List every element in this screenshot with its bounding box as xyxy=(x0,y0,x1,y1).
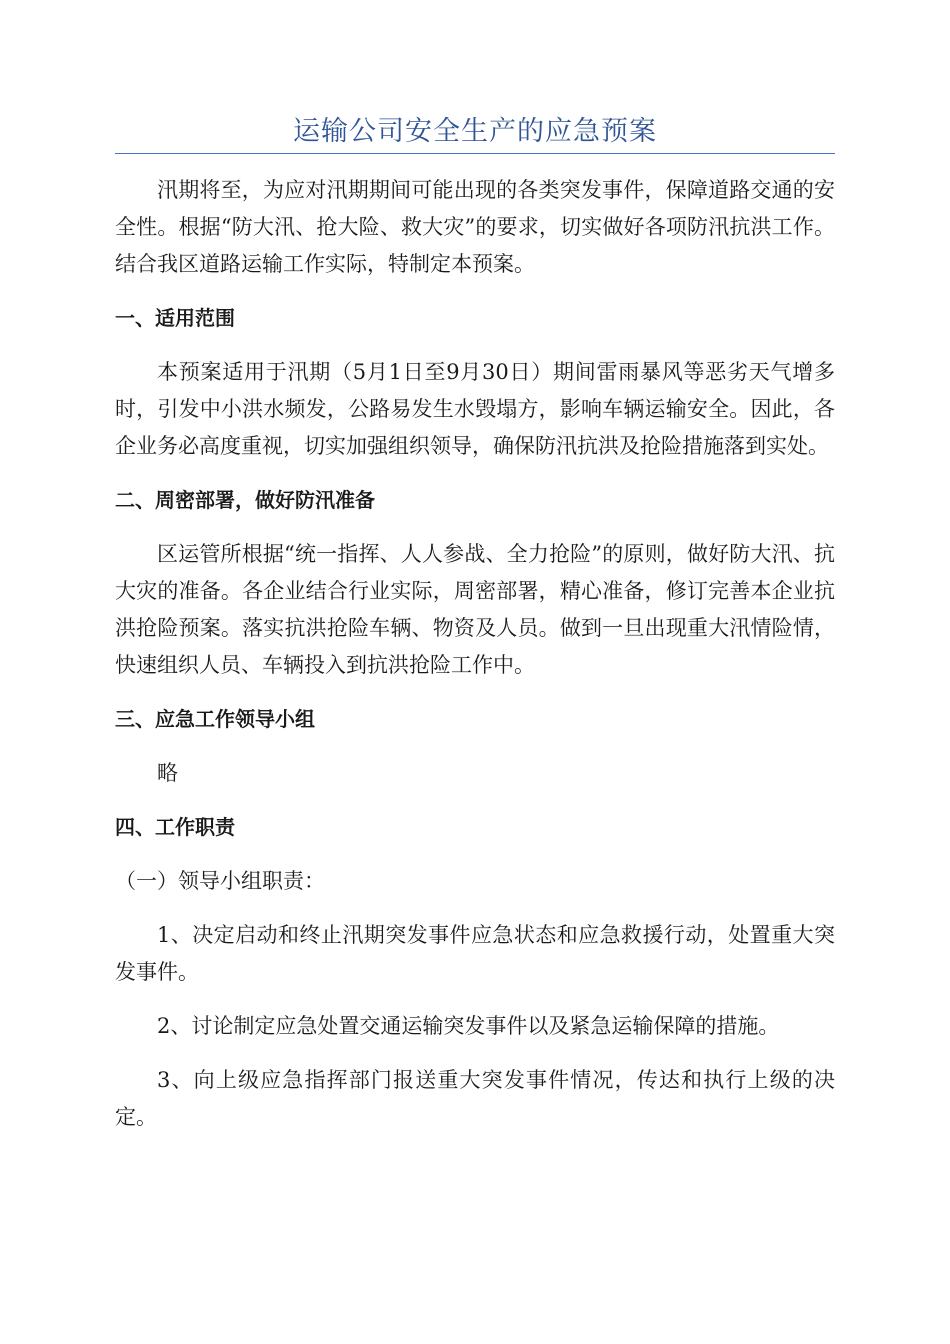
section-scope xyxy=(115,300,835,465)
section-duties xyxy=(115,809,835,1136)
document-body xyxy=(115,172,835,1153)
intro-paragraph: 汛期将至，为应对汛期期间可能出现的各类突发事件，保障道路交通的安全性。根据“防大汛、抢大险、救大灾”的要求，切实做好各项防汛抗洪工作。结合我区道路运输工作实际，特制定本预案。 xyxy=(115,178,835,276)
section-paragraph: 本预案适用于汛期（5月1日至9月30日）期间雷雨暴风等恶劣天气增多时，引发中小洪水频发，公路易发生水毁塌方，影响车辆运输安全。因此，各企业务必高度重视，切实加强组织领导，确保防汛抗洪及抢险措施落到实处。 xyxy=(115,360,835,458)
section-heading: 三、应急工作领导小组 xyxy=(115,707,315,731)
duty-item: 1、决定启动和终止汛期突发事件应急状态和应急救援行动，处置重大突发事件。 xyxy=(115,923,835,984)
title-underline xyxy=(115,153,835,154)
document-title: 运输公司安全生产的应急预案 xyxy=(293,116,657,147)
section-heading: 四、工作职责 xyxy=(115,815,235,839)
section-paragraph: 略 xyxy=(157,761,178,785)
duty-item: 3、向上级应急指挥部门报送重大突发事件情况，传达和执行上级的决定。 xyxy=(115,1068,835,1129)
section-heading: 二、周密部署，做好防汛准备 xyxy=(115,488,375,512)
section-preparation xyxy=(115,482,835,684)
section-paragraph: 区运管所根据“统一指挥、人人参战、全力抢险”的原则，做好防大汛、抗大灾的准备。各企业结合行业实际，周密部署，精心准备，修订完善本企业抗洪抢险预案。落实抗洪抢险车辆、物资及人员。做到一旦出现重大汛情险情，快速组织人员、车辆投入到抗洪抢险工作中。 xyxy=(115,542,835,677)
duty-item: 2、讨论制定应急处置交通运输突发事件以及紧急运输保障的措施。 xyxy=(157,1014,780,1038)
section-heading: 一、适用范围 xyxy=(115,306,235,330)
section-leadership-group xyxy=(115,701,835,792)
section-subheading: （一）领导小组职责： xyxy=(115,869,325,893)
